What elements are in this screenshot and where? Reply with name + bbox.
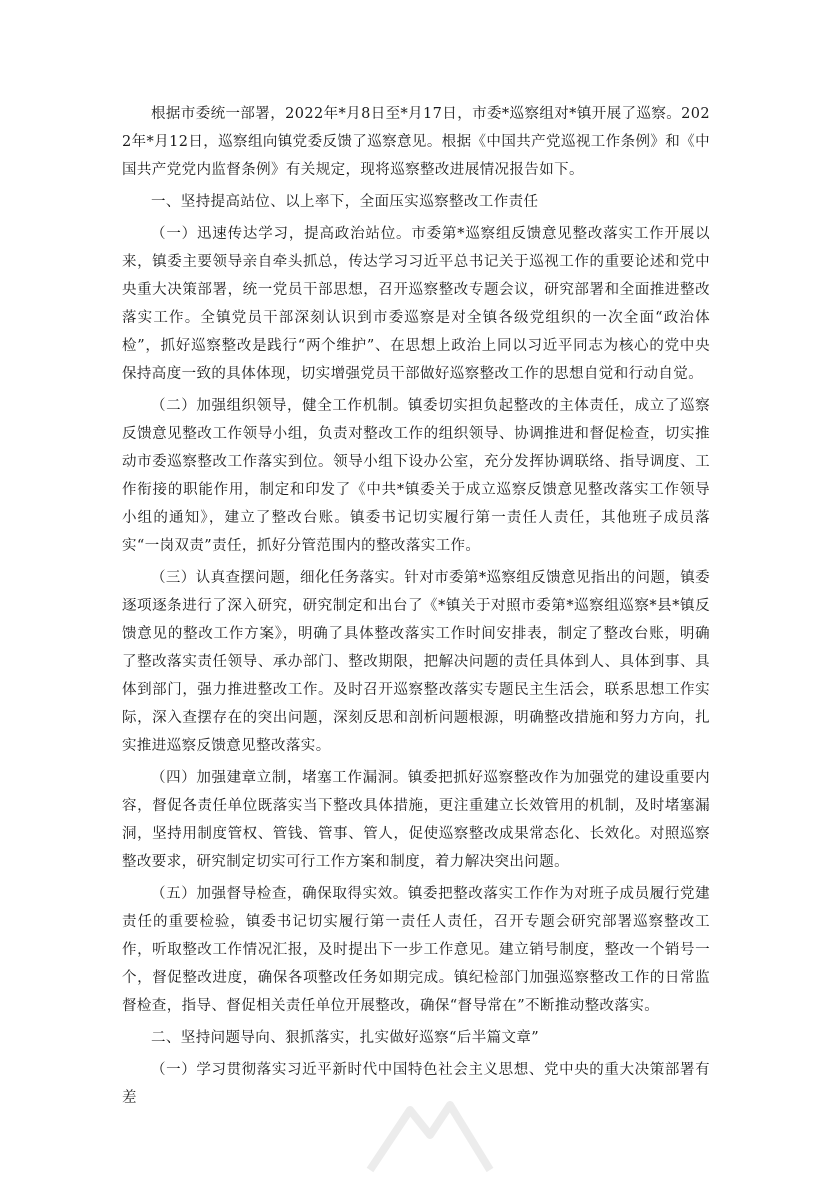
watermark-graphic bbox=[350, 1090, 510, 1180]
paragraph-1-1: （一）迅速传达学习，提高政治站位。市委第*巡察组反馈意见整改落实工作开展以来，镇委主要领导亲自牵头抓总，传达学习习近平总书记关于巡视工作的重要论述和党中央重大决策部署，统一党员干部思想，召开巡察整改专题会议，研究部署和全面推进整改落实工作。全镇党员干部深刻认识到市委巡察是对全镇各级党组织的一次全面“政治体检”，抓好巡察整改是践行“两个维护”、在思想上政治上同以习近平同志为核心的党中央保持高度一致的具体体现，切实增强党员干部做好巡察整改工作的思想自觉和行动自觉。 bbox=[122, 226, 710, 382]
paragraph-1-3: （三）认真查摆问题，细化任务落实。针对市委第*巡察组反馈意见指出的问题，镇委逐项逐条进行了深入研究，研究制定和出台了《*镇关于对照市委第*巡察组巡察*县*镇反馈意见的整改工作方案》，明确了具体整改落实工作时间安排表，制定了整改台账，明确了整改落实责任领导、承办部门、整改期限，把解决问题的责任具体到人、具体到事、具体到部门，强力推进整改工作。及时召开巡察整改落实专题民主生活会，联系思想工作实际，深入查摆存在的突出问题，深刻反思和剖析问题根源，明确整改措施和努力方向，扎实推进巡察反馈意见整改落实。 bbox=[122, 570, 710, 754]
paragraph-1-5: （五）加强督导检查，确保取得实效。镇委把整改落实工作作为对班子成员履行党建责任的重要检验，镇委书记切实履行第一责任人责任，召开专题会研究部署巡察整改工作，听取整改工作情况汇报，及时提出下一步工作意见。建立销号制度，整改一个销号一个，督促整改进度，确保各项整改任务如期完成。镇纪检部门加强巡察整改工作的日常监督检查，指导、督促相关责任单位开展整改，确保“督导常在”不断推动整改落实。 bbox=[122, 886, 710, 1014]
section-heading-2: 二、坚持问题导向、狠抓落实，扎实做好巡察“后半篇文章” bbox=[151, 1030, 540, 1046]
section-heading-1: 一、坚持提高站位、以上率下，全面压实巡察整改工作责任 bbox=[151, 194, 539, 210]
intro-paragraph: 根据市委统一部署，2022年*月8日至*月17日，市委*巡察组对*镇开展了巡察。2022年*月12日，巡察组向镇党委反馈了巡察意见。根据《中国共产党巡视工作条例》和《中国共产党党内监督条例》有关规定，现将巡察整改进展情况报告如下。 bbox=[122, 106, 710, 178]
document-body bbox=[122, 100, 710, 1116]
paragraph-2-1: （一）学习贯彻落实习近平新时代中国特色社会主义思想、党中央的重大决策部署有差 bbox=[122, 1062, 710, 1106]
paragraph-1-2: （二）加强组织领导，健全工作机制。镇委切实担负起整改的主体责任，成立了巡察反馈意见整改工作领导小组，负责对整改工作的组织领导、协调推进和督促检查，切实推动市委巡察整改工作落实到位。领导小组下设办公室，充分发挥协调联络、指导调度、工作衔接的职能作用，制定和印发了《中共*镇委关于成立巡察反馈意见整改落实工作领导小组的通知》，建立了整改台账。镇委书记切实履行第一责任人责任，其他班子成员落实“一岗双责”责任，抓好分管范围内的整改落实工作。 bbox=[122, 398, 710, 554]
paragraph-1-4: （四）加强建章立制，堵塞工作漏洞。镇委把抓好巡察整改作为加强党的建设重要内容，督促各责任单位既落实当下整改具体措施，更注重建立长效管用的机制，及时堵塞漏洞，坚持用制度管权、管钱、管事、管人，促使巡察整改成果常态化、长效化。对照巡察整改要求，研究制定切实可行工作方案和制度，着力解决突出问题。 bbox=[122, 770, 710, 870]
